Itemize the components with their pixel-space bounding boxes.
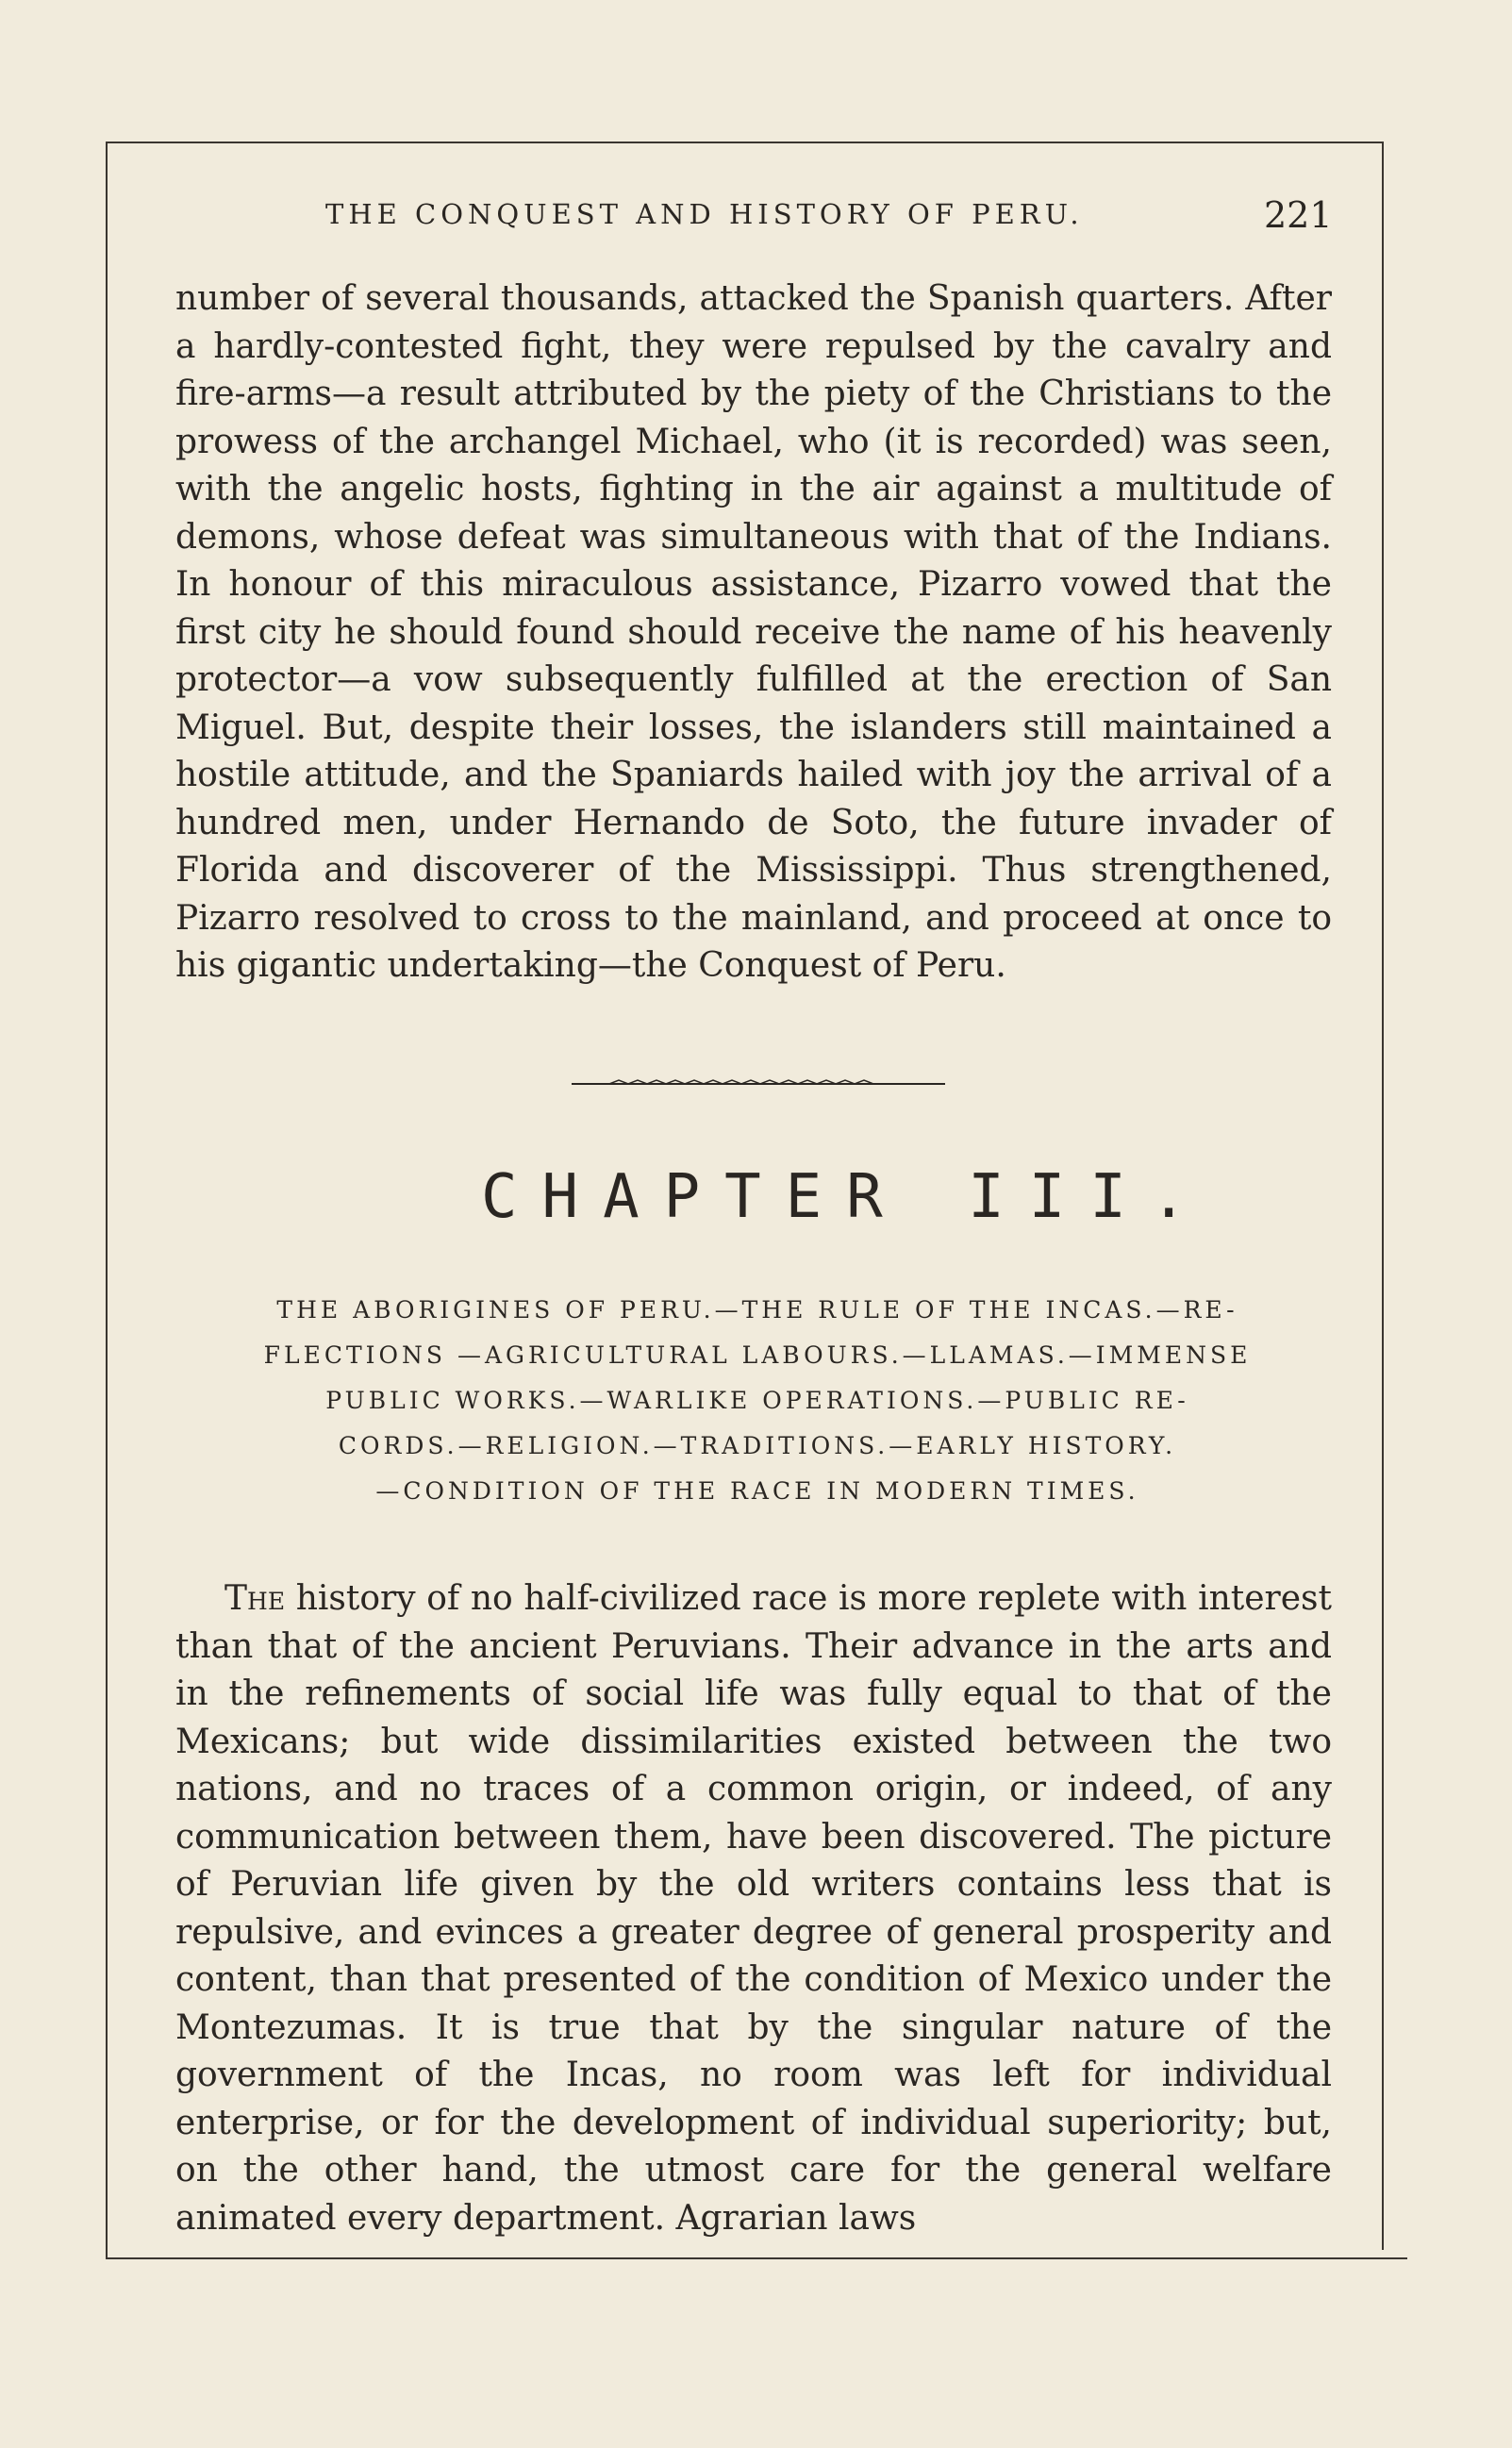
page-frame-left-rule	[106, 142, 108, 2259]
page-number: 221	[1264, 194, 1333, 236]
chapter-synopsis	[177, 1288, 1338, 1514]
section-divider-ornament	[572, 1072, 945, 1091]
continuation-paragraph	[175, 275, 1332, 991]
synopsis-line: PUBLIC WORKS.—WARLIKE OPERATIONS.—PUBLIC RE-	[325, 1387, 1189, 1414]
running-title: THE CONQUEST AND HISTORY OF PERU.	[325, 198, 1084, 230]
synopsis-line: CORDS.—RELIGION.—TRADITIONS.—EARLY HISTORY.	[338, 1432, 1177, 1459]
page-frame-bottom-rule	[106, 2257, 1407, 2259]
chapter-title: CHAPTER III.	[481, 1162, 1212, 1232]
synopsis-line: —CONDITION OF THE RACE IN MODERN TIMES.	[375, 1477, 1139, 1505]
continuation-paragraph-text: number of several thousands, attacked the Spanish quarters. After a hardly-contested fight, they were repulsed by the cavalry and fire-arms—a result attributed by the piety of the Christians to the prowess of the archangel Michael, who (it is recorded) was seen, with the angelic hosts, fighting in the air against a multitude of demons, whose defeat was simultaneous with that of the Indians. In honour of this miraculous assistance, Pizarro vowed that the first city he should found should receive the name of his heavenly protector—a vow subsequently fulfilled at the erection of San Miguel. But, despite their losses, the islanders still maintained a hostile attitude, and the Spaniards hailed with joy the arrival of a hundred men, under Hernando de Soto, the future invader of Florida and discoverer of the Mississippi. Thus strengthened, Pizarro resolved to cross to the mainland, and proceed at once to his gigantic undertaking—the Conquest of Peru.	[175, 279, 1332, 985]
opening-paragraph	[175, 1575, 1332, 2242]
opening-paragraph-text: history of no half-civilized race is more replete with interest than that of the ancient Peruvians. Their advance in the arts and in the refinements of social life was fully equal to that of the Mexicans; but wide dissimilarities existed between the two nations, and no traces of a common origin, or indeed, of any communication between them, have been discovered. The picture of Peruvian life given by the old writers contains less that is repulsive, and evinces a greater degree of general prosperity and content, than that presented of the condition of Mexico under the Montezumas. It is true that by the singular nature of the government of the Incas, no room was left for individual enterprise, or for the development of individual superiority; but, on the other hand, the utmost care for the general welfare animated every department. Agrarian laws	[175, 1579, 1332, 2238]
synopsis-line: FLECTIONS —AGRICULTURAL LABOURS.—LLAMAS.—IMMENSE	[263, 1341, 1252, 1369]
synopsis-line: THE ABORIGINES OF PERU.—THE RULE OF THE INCAS.—RE-	[276, 1296, 1238, 1324]
page-frame-top-rule	[106, 142, 1384, 143]
page-frame-right-rule	[1382, 142, 1384, 2250]
opening-word: The	[224, 1579, 286, 1618]
